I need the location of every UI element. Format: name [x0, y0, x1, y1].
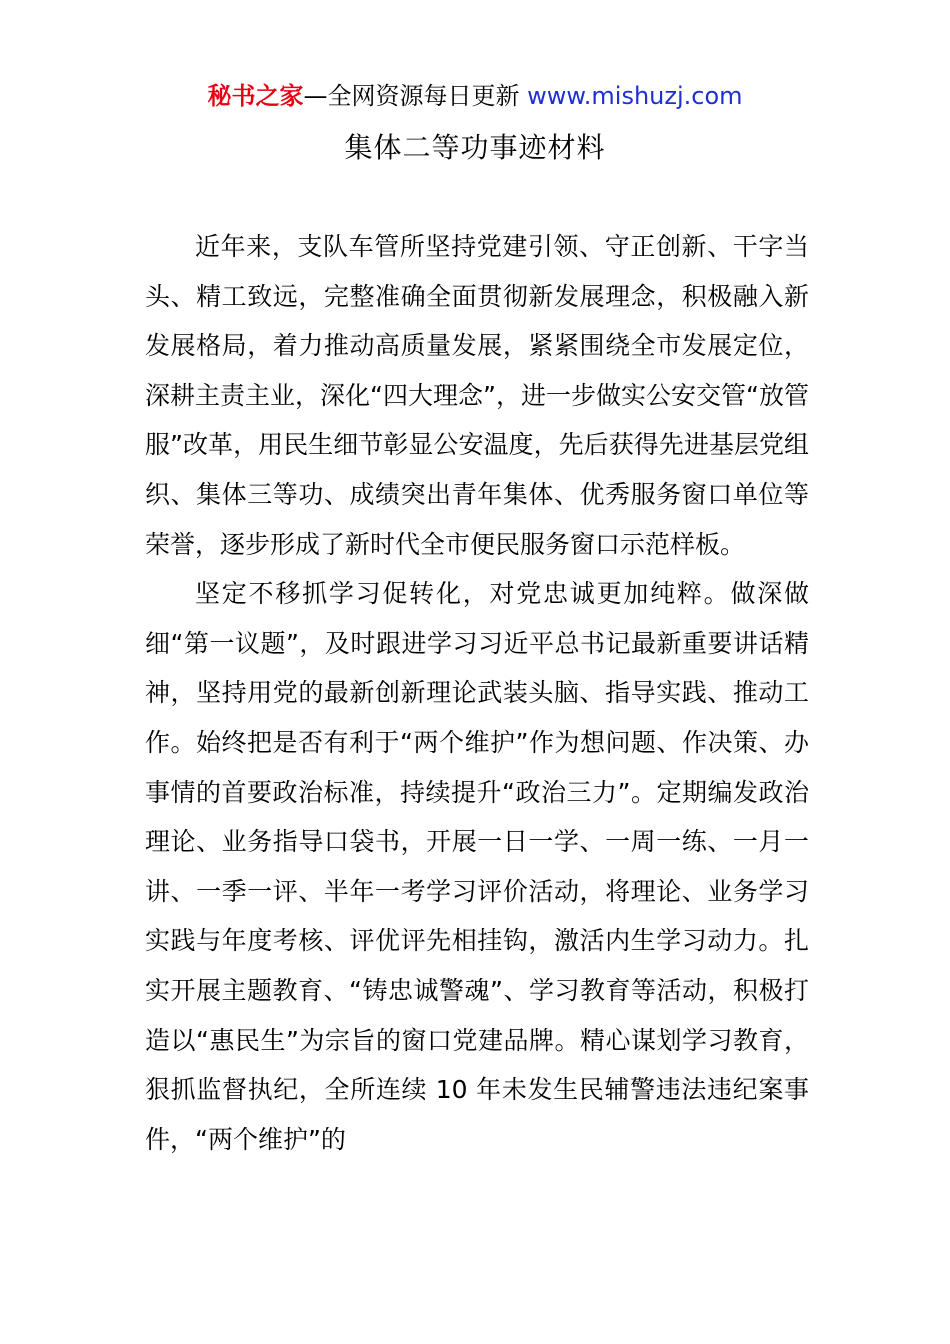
brand-name: 秘书之家 [207, 82, 304, 110]
document-body [145, 222, 809, 1164]
page-header [0, 80, 950, 112]
header-tagline: —全网资源每日更新 [303, 82, 528, 110]
paragraph-intro: 近年来，支队车管所坚持党建引领、守正创新、干字当头、精工致远，完整准确全面贯彻新发展理念，积极融入新发展格局，着力推动高质量发展，紧紧围绕全市发展定位，深耕主责主业，深化“四大理念”，进一步做实公安交管“放管服”改革，用民生细节彰显公安温度，先后获得先进基层党组织、集体三等功、成绩突出青年集体、优秀服务窗口单位等荣誉，逐步形成了新时代全市便民服务窗口示范样板。 [145, 232, 809, 559]
paragraph-study: 坚定不移抓学习促转化，对党忠诚更加纯粹。做深做细“第一议题”，及时跟进学习习近平总书记最新重要讲话精神，坚持用党的最新创新理论武装头脑、指导实践、推动工作。始终把是否有利于“两个维护”作为想问题、作决策、办事情的首要政治标准，持续提升“政治三力”。定期编发政治理论、业务指导口袋书，开展一日一学、一周一练、一月一讲、一季一评、半年一考学习评价活动，将理论、业务学习实践与年度考核、评优评先相挂钩，激活内生学习动力。扎实开展主题教育、“铸忠诚警魂”、学习教育等活动，积极打造以“惠民生”为宗旨的窗口党建品牌。精心谋划学习教育，狠抓监督执纪，全所连续 10 年未发生民辅警违法违纪案事件，“两个维护”的 [145, 579, 809, 1154]
document-title: 集体二等功事迹材料 [344, 131, 606, 164]
site-url-link[interactable]: www.mishuzj.com [527, 82, 743, 110]
